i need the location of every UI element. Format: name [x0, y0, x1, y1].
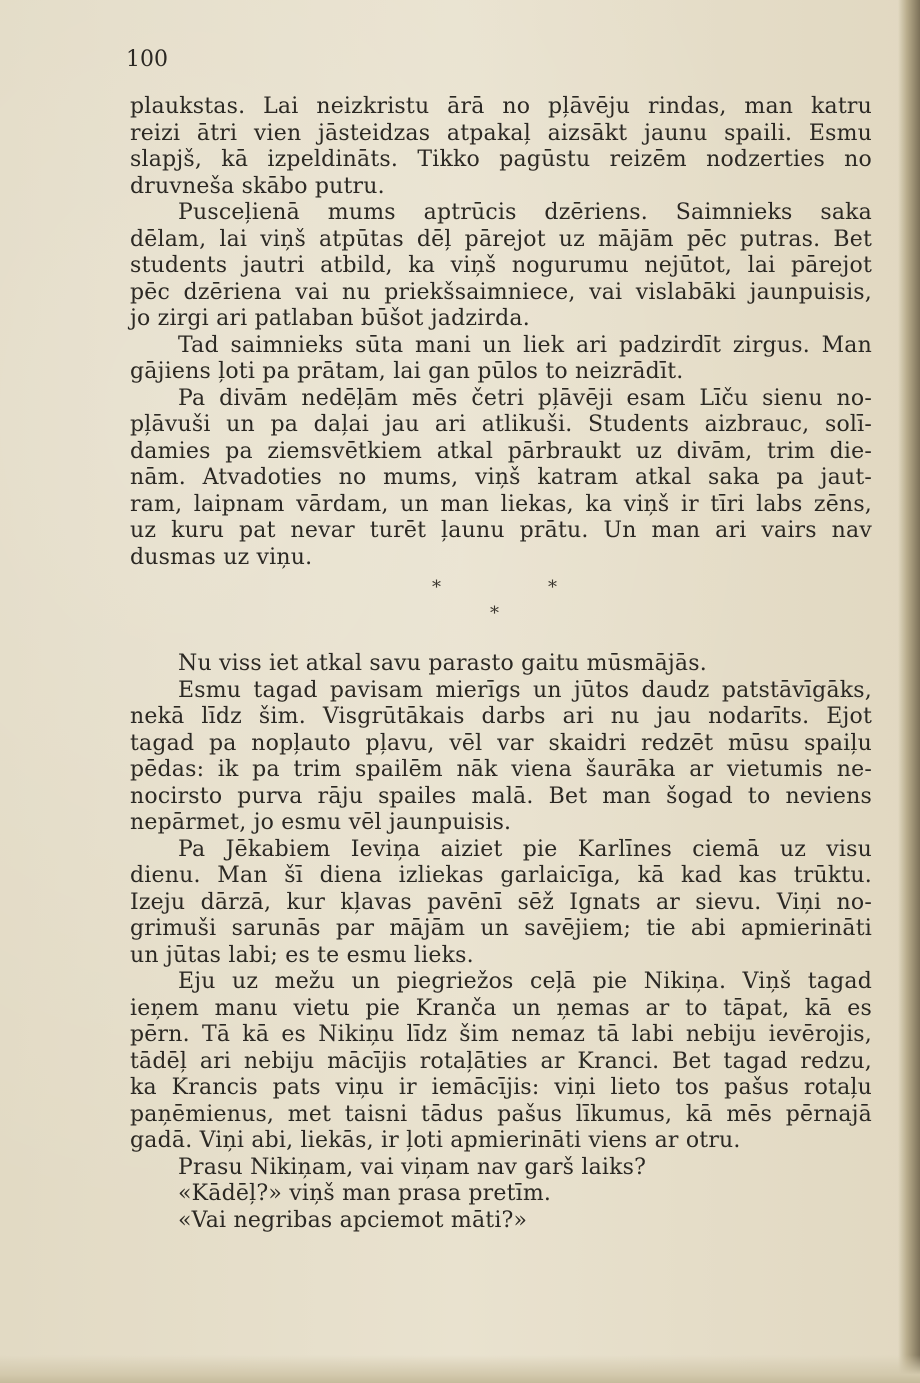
page-text: [130, 94, 872, 1234]
paragraph-start-line: «Kādēļ?» viņš man prasa pretīm.: [178, 1181, 552, 1206]
text-line: ka Krancis pats viņu ir iemācījis: viņi lieto tos pašus rotaļu: [130, 1075, 872, 1100]
text-line: gājiens ļoti pa prātam, lai gan pūlos to neizrādīt.: [130, 359, 684, 384]
text-line: reizi ātri vien jāsteidzas atpakaļ aizsākt jaunu spaili. Esmu: [130, 120, 872, 146]
text-line: pļāvuši un pa daļai jau ari atlikuši. Students aizbrauc, solī-: [130, 412, 872, 437]
asterisk: *: [432, 577, 441, 598]
text-line: Izeju dārzā, kur kļavas pavēnī sēž Ignats ar sievu. Viņi no-: [130, 889, 872, 915]
text-line: slapjš, kā izpeldināts. Tikko pagūstu reizēm nodzerties no: [130, 147, 872, 172]
paragraph-start-line: Pa Jēkabiem Ieviņa aiziet pie Karlīnes ciemā uz visu: [178, 836, 872, 862]
asterisk: *: [490, 603, 499, 624]
paragraph-start-line: Pa divām nedēļām mēs četri pļāvēji esam Līču sienu no-: [178, 385, 872, 411]
text-line: dienu. Man šī diena izliekas garlaicīga, kā kad kas trūktu.: [130, 863, 872, 888]
paragraph-start-line: Eju uz mežu un piegriežos ceļā pie Nikiņa. Viņš tagad: [178, 969, 872, 994]
text-line: dēlam, lai viņš atpūtas dēļ pārejot uz mājām pēc putras. Bet: [130, 226, 872, 252]
text-line: jo zirgi ari patlaban būšot jadzirda.: [130, 306, 530, 331]
text-line: nām. Atvadoties no mums, viņš katram atkal saka pa jaut-: [130, 465, 872, 490]
text-line: students jautri atbild, ka viņš nogurumu nejūtot, lai pārejot: [130, 253, 872, 278]
text-line: pēc dzēriena vai nu priekšsaimniece, vai vislabāki jaunpuisis,: [130, 279, 872, 305]
text-line: pērn. Tā kā es Nikiņu līdz šim nemaz tā labi nebiju ievērojis,: [130, 1022, 872, 1047]
text-line: paņēmienus, met taisni tādus pašus līkumus, kā mēs pērnajā: [130, 1101, 872, 1127]
text-line: un jūtas labi; es te esmu lieks.: [130, 942, 474, 968]
paragraph-start-line: Pusceļienā mums aptrūcis dzēriens. Saimnieks saka: [178, 200, 872, 225]
text-line: uz kuru pat nevar turēt ļaunu prātu. Un man ari vairs nav: [130, 518, 872, 543]
asterisk: *: [548, 577, 557, 598]
page-bottom-edge: [0, 1355, 920, 1383]
text-line: plaukstas. Lai neizkristu ārā no pļāvēju rindas, man katru: [130, 94, 872, 119]
text-line: pēdas: ik pa trim spailēm nāk viena šaurāka ar vietumis ne-: [130, 757, 872, 782]
text-line: damies pa ziemsvētkiem atkal pārbraukt uz divām, trim die-: [130, 438, 872, 464]
paragraph-start-line: Esmu tagad pavisam mierīgs un jūtos daudz patstāvīgāks,: [178, 677, 872, 703]
text-line: tādēļ ari nebiju mācījis rotaļāties ar Kranci. Bet tagad redzu,: [130, 1048, 872, 1074]
text-line: grimuši sarunās par mājām un savējiem; tie abi apmierināti: [130, 916, 872, 941]
text-line: ieņem manu vietu pie Kranča un ņemas ar to tāpat, kā es: [130, 995, 872, 1021]
text-line: nekā līdz šim. Visgrūtākais darbs ari nu jau nodarīts. Ejot: [130, 704, 872, 729]
text-line: nocirsto purva rāju spailes malā. Bet man šogad to neviens: [130, 783, 872, 809]
paragraph-start-line: «Vai negribas apciemot māti?»: [178, 1207, 528, 1233]
text-line: ram, laipnam vārdam, un man liekas, ka viņš ir tīri labs zēns,: [130, 491, 872, 517]
text-line: nepārmet, jo esmu vēl jaunpuisis.: [130, 810, 512, 835]
text-line: druvneša skābo putru.: [130, 173, 385, 199]
paragraph-start-line: Prasu Nikiņam, vai viņam nav garš laiks?: [178, 1154, 647, 1180]
page-spine-shadow: [898, 0, 920, 1383]
text-line: dusmas uz viņu.: [130, 544, 313, 570]
paragraph-start-line: Nu viss iet atkal savu parasto gaitu mūsmājās.: [178, 651, 707, 676]
paragraph-start-line: Tad saimnieks sūta mani un liek ari padzirdīt zirgus. Man: [178, 332, 872, 358]
section-break-asterisks: [130, 571, 872, 651]
text-line: gadā. Viņi abi, liekās, ir ļoti apmierināti viens ar otru.: [130, 1128, 741, 1153]
page-number: 100: [126, 47, 168, 72]
text-line: tagad pa nopļauto pļavu, vēl var skaidri redzēt mūsu spaiļu: [130, 730, 872, 756]
